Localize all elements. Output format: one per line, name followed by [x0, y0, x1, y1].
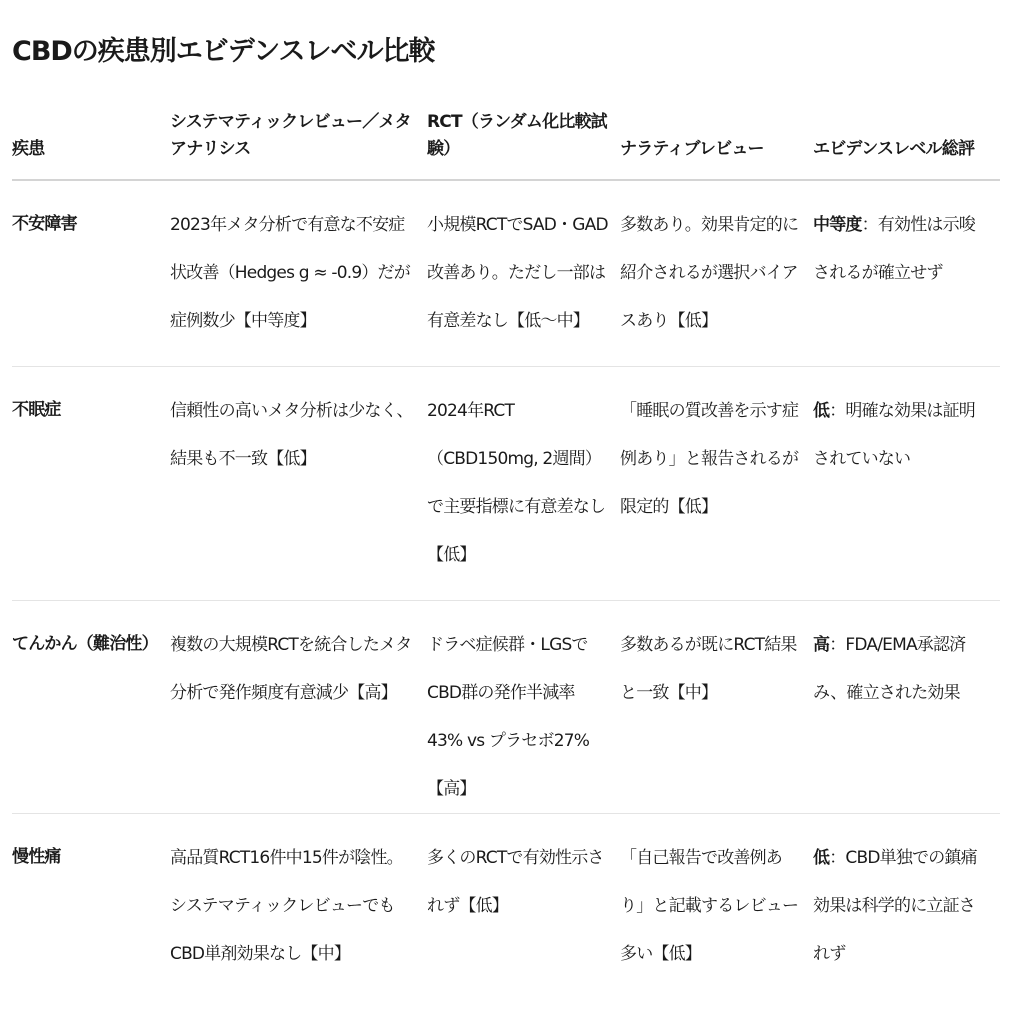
systematic-cell: 2023年メタ分析で有意な不安症状改善（Hedges g ≈ -0.9）だが症例数少【中等度】 [170, 180, 427, 366]
summary-cell [813, 813, 1000, 999]
disease-cell: 不眠症 [12, 366, 170, 600]
evidence-level: 高 [813, 634, 830, 655]
table-row [12, 600, 1000, 813]
table-row [12, 366, 1000, 600]
rct-cell: ドラベ症候群・LGSでCBD群の発作半減率43% vs プラセボ27%【高】 [427, 600, 620, 813]
disease-cell: てんかん（難治性） [12, 600, 170, 813]
disease-cell: 不安障害 [12, 180, 170, 366]
summary-text: ：FDA/EMA承認済み、確立された効果 [813, 634, 966, 703]
header-disease: 疾患 [12, 96, 170, 180]
header-row [12, 96, 1000, 180]
summary-text: ：明確な効果は証明されていない [813, 400, 976, 469]
summary-cell [813, 600, 1000, 813]
header-rct: RCT（ランダム化比較試験） [427, 96, 620, 180]
table-body [12, 180, 1000, 999]
systematic-cell: 信頼性の高いメタ分析は少なく、結果も不一致【低】 [170, 366, 427, 600]
summary-cell [813, 366, 1000, 600]
systematic-cell: 高品質RCT16件中15件が陰性。システマティックレビューでもCBD単剤効果なし【中】 [170, 847, 403, 964]
evidence-level: 低 [813, 847, 830, 868]
table-row [12, 813, 1000, 999]
narrative-cell: 「自己報告で改善例あり」と記載するレビュー多い【低】 [620, 847, 799, 964]
evidence-table [12, 96, 1000, 999]
page-title: CBDの疾患別エビデンスレベル比較 [12, 36, 435, 67]
table-row [12, 180, 1000, 366]
rct-cell: 多くのRCTで有効性示されず【低】 [427, 847, 604, 916]
evidence-level: 中等度 [813, 215, 862, 235]
narrative-cell: 「睡眠の質改善を示す症例あり」と報告されるが限定的【低】 [620, 366, 813, 600]
disease-cell: 慢性痛 [12, 846, 61, 867]
header-evidence-summary: エビデンスレベル総評 [813, 96, 1000, 180]
header-systematic-review: システマティックレビュー／メタアナリシス [170, 96, 427, 180]
evidence-level: 低 [813, 400, 830, 421]
systematic-cell: 複数の大規模RCTを統合したメタ分析で発作頻度有意減少【高】 [170, 600, 427, 813]
rct-cell: 小規模RCTでSAD・GAD改善あり。ただし一部は有意差なし【低〜中】 [427, 180, 620, 366]
narrative-cell: 多数あり。効果肯定的に紹介されるが選択バイアスあり【低】 [620, 180, 813, 366]
summary-text: ：有効性は示唆されるが確立せず [813, 215, 976, 283]
rct-cell: 2024年RCT（CBD150mg, 2週間）で主要指標に有意差なし【低】 [427, 366, 620, 600]
table-header [12, 96, 1000, 180]
narrative-cell: 多数あるが既にRCT結果と一致【中】 [620, 600, 813, 813]
summary-text: ：CBD単独での鎮痛効果は科学的に立証されず [813, 847, 977, 964]
header-narrative-review: ナラティブレビュー [620, 96, 813, 180]
summary-cell [813, 180, 1000, 366]
